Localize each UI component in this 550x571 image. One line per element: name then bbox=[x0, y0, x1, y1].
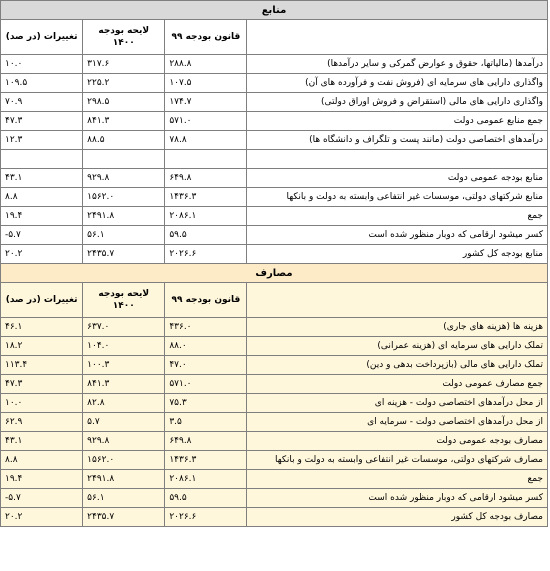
row-label: جمع bbox=[247, 470, 548, 489]
row-budget-law-value: ۲۰۸۶.۱ bbox=[165, 470, 247, 489]
sources-header-row bbox=[1, 20, 548, 55]
row-budget-law-value: ۱۴۳۶.۳ bbox=[165, 451, 247, 470]
row-bill-value: ۵۶.۱ bbox=[83, 226, 165, 245]
row-bill-value: ۳۱۷.۶ bbox=[83, 55, 165, 74]
row-budget-law-value: ۳.۵ bbox=[165, 413, 247, 432]
row-bill-value: ۸۸.۵ bbox=[83, 131, 165, 150]
row-budget-law-value: ۷۵.۳ bbox=[165, 394, 247, 413]
row-bill-value: ۸۴۱.۳ bbox=[83, 112, 165, 131]
table-row bbox=[1, 394, 548, 413]
row-bill-value: ۲۴۳۵.۷ bbox=[83, 245, 165, 264]
row-change-value: ۶۲.۹ bbox=[1, 413, 83, 432]
row-label: از محل درآمدهای اختصاصی دولت - هزینه ای bbox=[247, 394, 548, 413]
row-change-value: ۱۰.۰ bbox=[1, 55, 83, 74]
table-row bbox=[1, 150, 548, 169]
row-bill-value: ۱۵۶۲.۰ bbox=[83, 451, 165, 470]
row-change-value: ۱۰۹.۵ bbox=[1, 74, 83, 93]
table-row bbox=[1, 318, 548, 337]
row-label: مصارف بودجه کل کشور bbox=[247, 508, 548, 527]
row-label: هزینه ها (هزینه های جاری) bbox=[247, 318, 548, 337]
row-change-value: ۲۰.۲ bbox=[1, 245, 83, 264]
row-change-value: ۴۳.۱ bbox=[1, 432, 83, 451]
row-budget-law-value: ۵۹.۵ bbox=[165, 489, 247, 508]
row-budget-law-value: ۶۴۹.۸ bbox=[165, 432, 247, 451]
row-label: جمع منابع عمومی دولت bbox=[247, 112, 548, 131]
row-change-value: ۸.۸ bbox=[1, 451, 83, 470]
row-label: واگذاری دارایی های سرمایه ای (فروش نفت و فرآورده های آن) bbox=[247, 74, 548, 93]
row-bill-value: ۸۲.۸ bbox=[83, 394, 165, 413]
row-bill-value: ۸۴۱.۳ bbox=[83, 375, 165, 394]
table-row bbox=[1, 413, 548, 432]
row-change-value: ۱۸.۲ bbox=[1, 337, 83, 356]
row-change-value: ۴۷.۳ bbox=[1, 112, 83, 131]
row-budget-law-value: ۱۴۳۶.۳ bbox=[165, 188, 247, 207]
row-budget-law-value: ۱۰۷.۵ bbox=[165, 74, 247, 93]
row-change-value: -۵.۷ bbox=[1, 489, 83, 508]
header-label-empty bbox=[247, 20, 548, 55]
row-bill-value: ۱۰۴.۰ bbox=[83, 337, 165, 356]
header-change: تغییرات (در صد) bbox=[1, 20, 83, 55]
row-bill-value bbox=[83, 150, 165, 169]
row-bill-value: ۹۲۹.۸ bbox=[83, 169, 165, 188]
table-row bbox=[1, 131, 548, 150]
header-bill: لایحه بودجه ۱۴۰۰ bbox=[83, 283, 165, 318]
table-row bbox=[1, 489, 548, 508]
row-change-value: ۱۱۳.۴ bbox=[1, 356, 83, 375]
row-change-value: ۱۲.۳ bbox=[1, 131, 83, 150]
row-label: منابع بودجه کل کشور bbox=[247, 245, 548, 264]
row-label: واگذاری دارایی های مالی (استقراض و فروش اوراق دولتی) bbox=[247, 93, 548, 112]
header-budget-law: قانون بودجه ۹۹ bbox=[165, 283, 247, 318]
row-bill-value: ۵۶.۱ bbox=[83, 489, 165, 508]
row-budget-law-value: ۸۸.۰ bbox=[165, 337, 247, 356]
sources-section-row bbox=[1, 1, 548, 20]
row-budget-law-value: ۲۰۲۶.۶ bbox=[165, 508, 247, 527]
row-change-value: ۱۹.۴ bbox=[1, 207, 83, 226]
row-change-value: ۸.۸ bbox=[1, 188, 83, 207]
table-row bbox=[1, 375, 548, 394]
row-budget-law-value: ۲۰۲۶.۶ bbox=[165, 245, 247, 264]
table-row bbox=[1, 93, 548, 112]
table-row bbox=[1, 207, 548, 226]
row-label: تملک دارایی های سرمایه ای (هزینه عمرانی) bbox=[247, 337, 548, 356]
header-label-empty bbox=[247, 283, 548, 318]
row-change-value: ۴۷.۳ bbox=[1, 375, 83, 394]
row-bill-value: ۲۲۵.۲ bbox=[83, 74, 165, 93]
row-bill-value: ۵.۷ bbox=[83, 413, 165, 432]
row-bill-value: ۱۰۰.۳ bbox=[83, 356, 165, 375]
table-row bbox=[1, 508, 548, 527]
row-budget-law-value: ۶۴۹.۸ bbox=[165, 169, 247, 188]
row-label: درآمدهای اختصاصی دولت (مانند پست و تلگراف و دانشگاه ها) bbox=[247, 131, 548, 150]
row-bill-value: ۲۴۳۵.۷ bbox=[83, 508, 165, 527]
table-row bbox=[1, 451, 548, 470]
row-bill-value: ۲۴۹۱.۸ bbox=[83, 207, 165, 226]
row-budget-law-value bbox=[165, 150, 247, 169]
row-label bbox=[247, 150, 548, 169]
row-label: تملک دارایی های مالی (بازپرداخت بدهی و دین) bbox=[247, 356, 548, 375]
table-row bbox=[1, 226, 548, 245]
row-label: کسر میشود ارقامی که دوبار منظور شده است bbox=[247, 226, 548, 245]
row-label: از محل درآمدهای اختصاصی دولت - سرمایه ای bbox=[247, 413, 548, 432]
row-change-value: ۲۰.۲ bbox=[1, 508, 83, 527]
expenses-section-row bbox=[1, 264, 548, 283]
table-row bbox=[1, 112, 548, 131]
row-label: درآمدها (مالیاتها، حقوق و عوارض گمرکی و سایر درآمدها) bbox=[247, 55, 548, 74]
table-row bbox=[1, 470, 548, 489]
header-budget-law: قانون بودجه ۹۹ bbox=[165, 20, 247, 55]
table-row bbox=[1, 245, 548, 264]
table-row bbox=[1, 55, 548, 74]
row-change-value: ۴۶.۱ bbox=[1, 318, 83, 337]
row-budget-law-value: ۷۸.۸ bbox=[165, 131, 247, 150]
row-label: جمع مصارف عمومی دولت bbox=[247, 375, 548, 394]
row-bill-value: ۶۳۷.۰ bbox=[83, 318, 165, 337]
row-change-value: ۷۰.۹ bbox=[1, 93, 83, 112]
expenses-section-title: مصارف bbox=[1, 264, 548, 283]
row-budget-law-value: ۵۷۱.۰ bbox=[165, 375, 247, 394]
row-budget-law-value: ۵۹.۵ bbox=[165, 226, 247, 245]
row-label: کسر میشود ارقامی که دوبار منظور شده است bbox=[247, 489, 548, 508]
row-budget-law-value: ۴۷.۰ bbox=[165, 356, 247, 375]
row-budget-law-value: ۲۰۸۶.۱ bbox=[165, 207, 247, 226]
row-bill-value: ۲۹۸.۵ bbox=[83, 93, 165, 112]
row-change-value: ۱۰.۰ bbox=[1, 394, 83, 413]
row-bill-value: ۹۲۹.۸ bbox=[83, 432, 165, 451]
row-budget-law-value: ۴۳۶.۰ bbox=[165, 318, 247, 337]
row-change-value: ۱۹.۴ bbox=[1, 470, 83, 489]
row-budget-law-value: ۲۸۸.۸ bbox=[165, 55, 247, 74]
row-bill-value: ۲۴۹۱.۸ bbox=[83, 470, 165, 489]
row-bill-value: ۱۵۶۲.۰ bbox=[83, 188, 165, 207]
row-change-value bbox=[1, 150, 83, 169]
row-label: مصارف شرکتهای دولتی، موسسات غیر انتفاعی وابسته به دولت و بانکها bbox=[247, 451, 548, 470]
table-row bbox=[1, 74, 548, 93]
table-row bbox=[1, 356, 548, 375]
row-label: جمع bbox=[247, 207, 548, 226]
row-label: منابع بودجه عمومی دولت bbox=[247, 169, 548, 188]
header-change: تغییرات (در صد) bbox=[1, 283, 83, 318]
row-change-value: ۴۳.۱ bbox=[1, 169, 83, 188]
table-row bbox=[1, 432, 548, 451]
expenses-header-row bbox=[1, 283, 548, 318]
row-label: منابع شرکتهای دولتی، موسسات غیر انتفاعی وابسته به دولت و بانکها bbox=[247, 188, 548, 207]
row-label: مصارف بودجه عمومی دولت bbox=[247, 432, 548, 451]
row-change-value: -۵.۷ bbox=[1, 226, 83, 245]
header-bill: لایحه بودجه ۱۴۰۰ bbox=[83, 20, 165, 55]
table-row bbox=[1, 337, 548, 356]
row-budget-law-value: ۱۷۴.۷ bbox=[165, 93, 247, 112]
table-row bbox=[1, 188, 548, 207]
table-row bbox=[1, 169, 548, 188]
row-budget-law-value: ۵۷۱.۰ bbox=[165, 112, 247, 131]
sources-section-title: منابع bbox=[1, 1, 548, 20]
